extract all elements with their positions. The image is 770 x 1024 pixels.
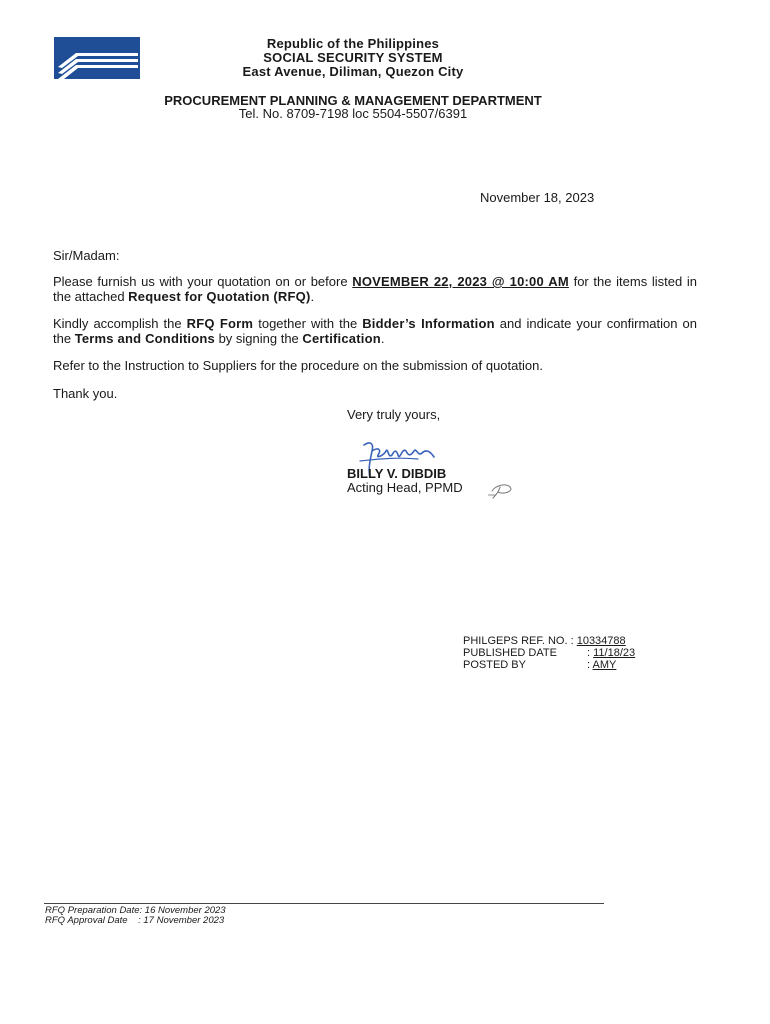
signatory-title: Acting Head, PPMD — [347, 480, 463, 495]
philgeps-row — [463, 635, 635, 647]
footer-divider — [44, 903, 604, 904]
rfq-reference: Request for Quotation (RFQ) — [128, 289, 311, 304]
footer-approval-date: RFQ Approval Date : 17 November 2023 — [45, 915, 225, 926]
posted-value: AMY — [592, 659, 617, 671]
paragraph-refer-instructions: Refer to the Instruction to Suppliers for the procedure on the submission of quotation. — [53, 358, 543, 373]
closing: Very truly yours, — [347, 407, 441, 422]
philgeps-value: 10334788 — [576, 635, 626, 647]
paragraph-quotation-request: Please furnish us with your quotation on or before NOVEMBER 22, 2023 @ 10:00 AM for the items listed in the attached Request for Quotation (RFQ). — [53, 274, 697, 304]
letter-date: November 18, 2023 — [480, 190, 595, 205]
posted-label: POSTED BY — [463, 659, 526, 671]
header-agency: SOCIAL SECURITY SYSTEM — [263, 50, 443, 65]
header-department: PROCUREMENT PLANNING & MANAGEMENT DEPARTMENT — [164, 93, 542, 108]
paragraph-instructions: Kindly accomplish the RFQ Form together with the Bidder’s Information and indicate your confirmation on the Terms and Conditions by signing the Certification. — [53, 316, 697, 346]
thank-you: Thank you. — [53, 386, 118, 401]
header-republic: Republic of the Philippines — [266, 36, 440, 51]
posted-row: POSTED BY : AMY — [463, 659, 617, 671]
initials-mark — [486, 479, 518, 499]
header-address: East Avenue, Diliman, Quezon City — [242, 64, 464, 79]
published-value: 11/18/23 — [593, 647, 636, 659]
footer-preparation-date: RFQ Preparation Date: 16 November 2023 — [45, 905, 226, 916]
salutation: Sir/Madam: — [53, 248, 120, 263]
quotation-deadline: NOVEMBER 22, 2023 @ 10:00 AM — [352, 274, 569, 289]
signatory-name: BILLY V. DIBDIB — [347, 466, 447, 481]
published-row: PUBLISHED DATE : 11/18/23 — [463, 647, 636, 659]
reference-block — [463, 635, 635, 671]
philgeps-label: PHILGEPS REF. NO. : — [463, 635, 574, 647]
header-telephone: Tel. No. 8709-7198 loc 5504-5507/6391 — [238, 106, 468, 121]
published-label: PUBLISHED DATE — [463, 647, 557, 659]
